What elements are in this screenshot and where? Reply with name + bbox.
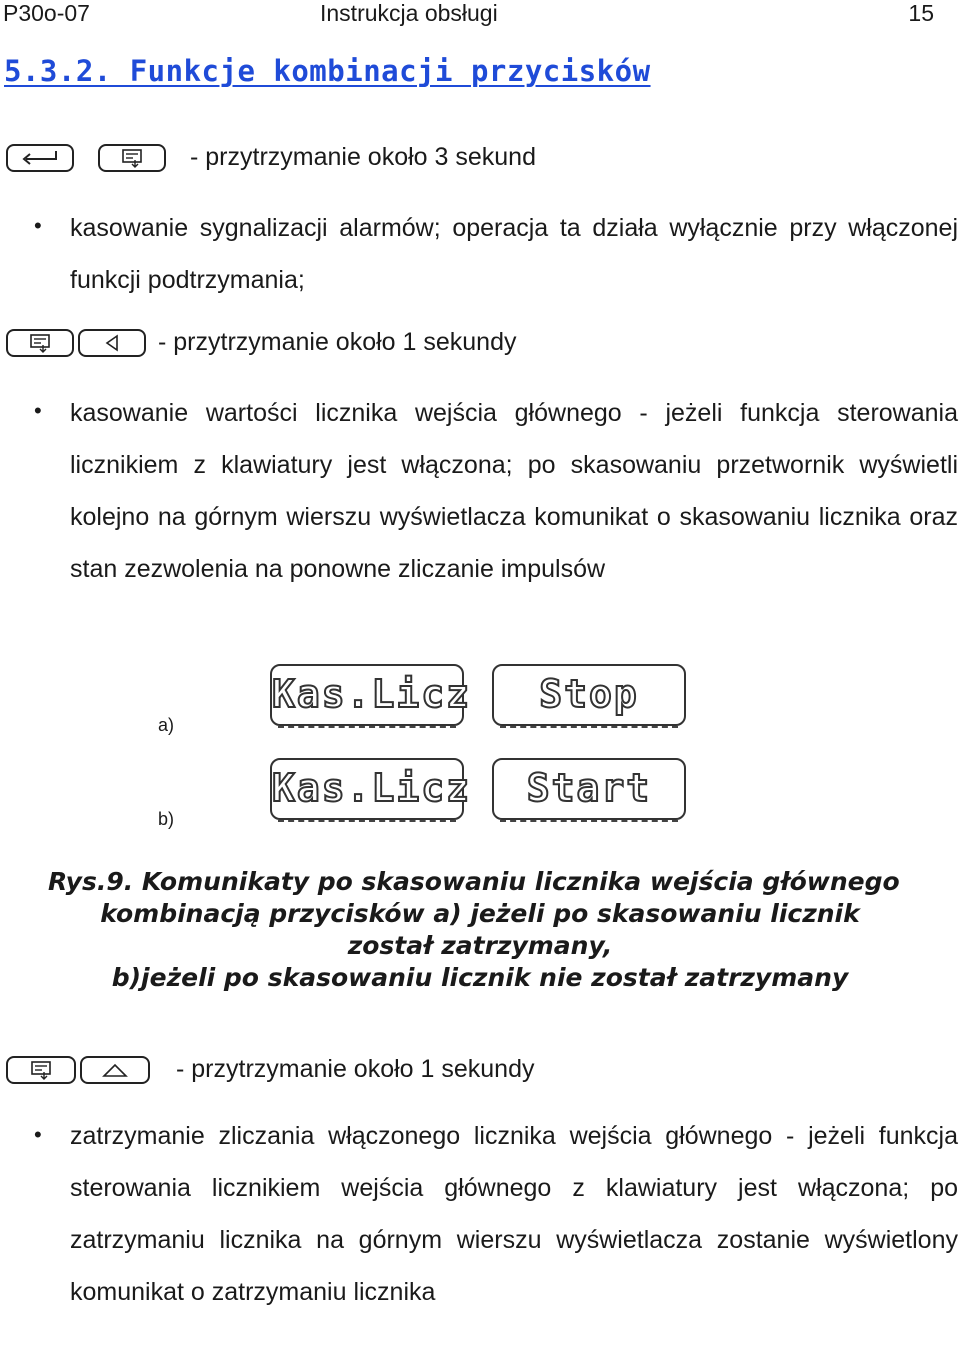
left-key-icon bbox=[78, 329, 146, 357]
document-title: Instrukcja obsługi bbox=[320, 0, 498, 26]
lcd-base-line bbox=[278, 722, 456, 728]
page-header bbox=[0, 0, 960, 30]
lcd-text: Kas.Licz bbox=[272, 672, 472, 716]
lcd-base-line bbox=[278, 816, 456, 822]
key-combination-2 bbox=[6, 328, 516, 357]
caption-line: b)jeżeli po skasowaniu licznik nie został zatrzymany bbox=[111, 963, 849, 992]
lcd-text: Stop bbox=[539, 672, 639, 716]
caption-line: kombinacją przycisków a) jeżeli po skasowaniu licznik bbox=[100, 899, 860, 928]
lcd-display bbox=[270, 758, 472, 820]
figure-label-a: a) bbox=[158, 715, 175, 735]
function-description: kasowanie sygnalizacji alarmów; operacja ta działa wyłącznie przy włączonej funkcji podtrzymania; bbox=[70, 214, 958, 294]
figure-caption bbox=[0, 866, 960, 994]
lcd-text: Kas.Licz bbox=[272, 766, 472, 810]
menu-key-icon bbox=[6, 329, 74, 357]
figure-label-b: b) bbox=[158, 809, 175, 829]
enter-key-icon bbox=[6, 144, 74, 172]
bullet-icon: • bbox=[34, 213, 42, 238]
lcd-display bbox=[270, 664, 472, 726]
lcd-base-line bbox=[500, 722, 678, 728]
section-title: 5.3.2. Funkcje kombinacji przycisków bbox=[4, 54, 651, 88]
document-code: P30o-07 bbox=[3, 0, 90, 26]
page-number: 15 bbox=[908, 0, 934, 26]
menu-key-icon bbox=[6, 1056, 76, 1084]
key-combination-1 bbox=[6, 143, 536, 172]
caption-line: Rys.9. Komunikaty po skasowaniu licznika wejścia głównego bbox=[48, 867, 900, 896]
lcd-base-line bbox=[500, 816, 678, 822]
up-key-icon bbox=[80, 1056, 150, 1084]
key-combination-3 bbox=[6, 1055, 534, 1084]
lcd-text: Start bbox=[526, 766, 652, 810]
lcd-display bbox=[492, 758, 686, 820]
bullet-icon: • bbox=[34, 1122, 42, 1147]
function-description: zatrzymanie zliczania włączonego licznika wejścia głównego - jeżeli funkcja sterowania licznikiem wejścia głównego z klawiatury jest włączona; po zatrzymaniu licznika na górnym wierszu wyświetlacza zostanie wyświetlony komunikat o zatrzymaniu licznika bbox=[70, 1122, 958, 1306]
menu-key-icon bbox=[98, 144, 166, 172]
bullet-icon: • bbox=[34, 398, 42, 423]
caption-line: został zatrzymany, bbox=[347, 931, 613, 960]
lcd-display bbox=[492, 664, 686, 726]
hold-duration-text: - przytrzymanie około 1 sekundy bbox=[158, 328, 517, 356]
function-description: kasowanie wartości licznika wejścia głównego - jeżeli funkcja sterowania licznikiem z klawiatury jest włączona; po skasowaniu przetwornik wyświetli kolejno na górnym wierszu wyświetlacza komunikat o skasowaniu licznika oraz stan zezwolenia na ponowne zliczanie impulsów bbox=[70, 399, 958, 583]
hold-duration-text: - przytrzymanie około 1 sekundy bbox=[176, 1055, 535, 1083]
hold-duration-text: - przytrzymanie około 3 sekund bbox=[190, 143, 536, 171]
